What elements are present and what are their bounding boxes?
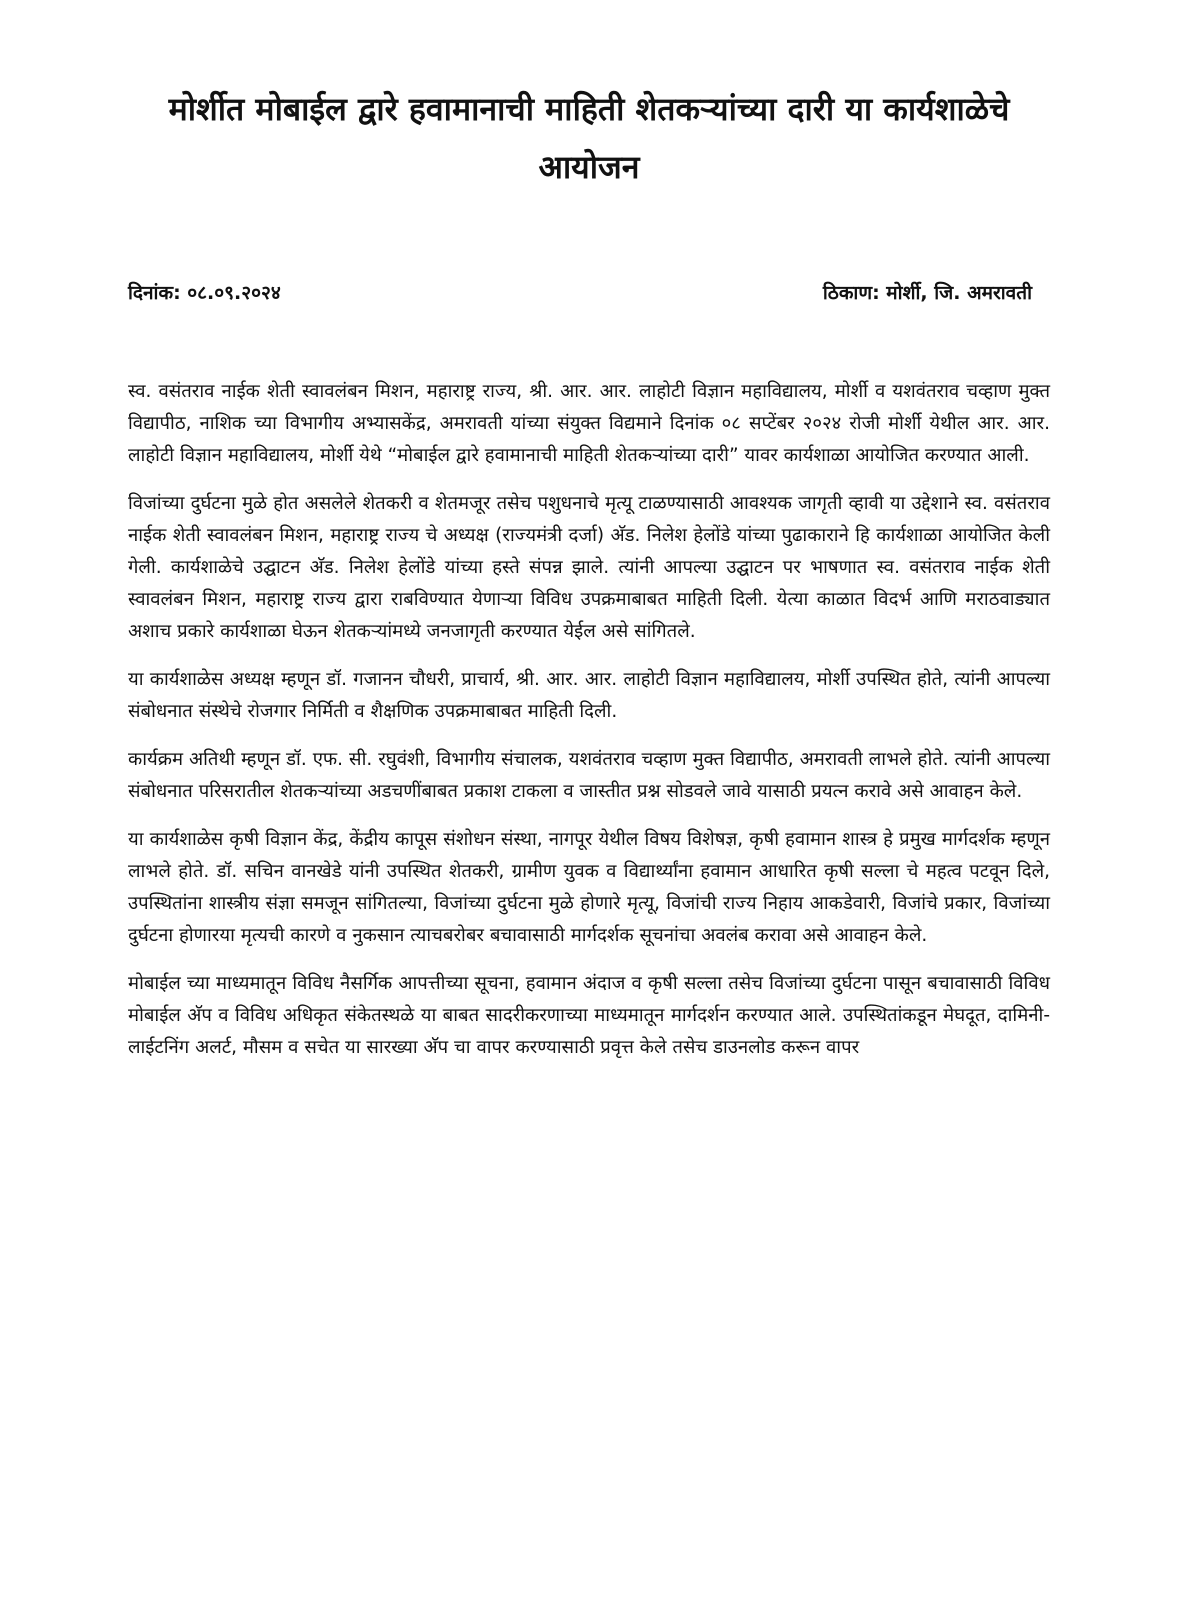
paragraph-2: विजांच्या दुर्घटना मुळे होत असलेले शेतकरी व शेतमजूर तसेच पशुधनाचे मृत्यू टाळण्यासाठी आवश्यक जागृती व्हावी या उद्देशाने स्व. वसंतराव नाईक शेती स्वावलंबन मिशन, महाराष्ट्र राज्य चे अध्यक्ष (राज्यमंत्री दर्जा) अ‍ॅड. निलेश हेलोंडे यांच्या पुढाकाराने हि कार्यशाळा आयोजित केली गेली. कार्यशाळेचे उद्घाटन अ‍ॅड. निलेश हेलोंडे यांच्या हस्ते संपन्न झाले. त्यांनी आपल्या उद्घाटन पर भाषणात स्व. वसंतराव नाईक शेती स्वावलंबन मिशन, महाराष्ट्र राज्य द्वारा राबविण्यात येणाऱ्या विविध उपक्रमाबाबत माहिती दिली. येत्या काळात विदर्भ आणि मराठवाड्यात अशाच प्रकारे कार्यशाळा घेऊन शेतकऱ्यांमध्ये जनजागृती करण्यात येईल असे सांगितले. — [128, 493, 1050, 642]
document-body — [128, 376, 1050, 1064]
document-title: मोर्शीत मोबाईल द्वारे हवामानाची माहिती शेतकऱ्यांच्या दारी या कार्यशाळेचे आयोजन — [168, 90, 1010, 186]
meta-row — [128, 278, 1050, 308]
paragraph-1: स्व. वसंतराव नाईक शेती स्वावलंबन मिशन, महाराष्ट्र राज्य, श्री. आर. आर. लाहोटी विज्ञान महाविद्यालय, मोर्शी व यशवंतराव चव्हाण मुक्त विद्यापीठ, नाशिक च्या विभागीय अभ्यासकेंद्र, अमरावती यांच्या संयुक्त विद्यमाने दिनांक ०८ सप्टेंबर २०२४ रोजी मोर्शी येथील आर. आर. लाहोटी विज्ञान महाविद्यालय, मोर्शी येथे “मोबाईल द्वारे हवामानाची माहिती शेतकऱ्यांच्या दारी” यावर कार्यशाळा आयोजित करण्यात आली. — [128, 381, 1050, 466]
paragraph-3: या कार्यशाळेस अध्यक्ष म्हणून डॉ. गजानन चौधरी, प्राचार्य, श्री. आर. आर. लाहोटी विज्ञान महाविद्यालय, मोर्शी उपस्थित होते, त्यांनी आपल्या संबोधनात संस्थेचे रोजगार निर्मिती व शैक्षणिक उपक्रमाबाबत माहिती दिली. — [128, 669, 1050, 722]
place-label: ठिकाण: मोर्शी, जि. अमरावती — [822, 282, 1032, 304]
paragraph-4: कार्यक्रम अतिथी म्हणून डॉ. एफ. सी. रघुवंशी, विभागीय संचालक, यशवंतराव चव्हाण मुक्त विद्यापीठ, अमरावती लाभले होते. त्यांनी आपल्या संबोधनात परिसरातील शेतकऱ्यांच्या अडचणींबाबत प्रकाश टाकला व जास्तीत प्रश्न सोडवले जावे यासाठी प्रयत्न करावे असे आवाहन केले. — [128, 749, 1050, 802]
date-label: दिनांक: ०८.०९.२०२४ — [128, 282, 281, 304]
paragraph-6: मोबाईल च्या माध्यमातून विविध नैसर्गिक आपत्तीच्या सूचना, हवामान अंदाज व कृषी सल्ला तसेच विजांच्या दुर्घटना पासून बचावासाठी विविध मोबाईल अ‍ॅप व विविध अधिकृत संकेतस्थळे या बाबत सादरीकरणाच्या माध्यमातून मार्गदर्शन करण्यात आले. उपस्थितांकडून मेघदूत, दामिनी- लाईटनिंग अलर्ट, मौसम व सचेत या सारख्या अ‍ॅप चा वापर करण्यासाठी प्रवृत्त केले तसेच डाउनलोड करून वापर — [128, 973, 1050, 1058]
paragraph-5: या कार्यशाळेस कृषी विज्ञान केंद्र, केंद्रीय कापूस संशोधन संस्था, नागपूर येथील विषय विशेषज्ञ, कृषी हवामान शास्त्र हे प्रमुख मार्गदर्शक म्हणून लाभले होते. डॉ. सचिन वानखेडे यांनी उपस्थित शेतकरी, ग्रामीण युवक व विद्यार्थ्यांना हवामान आधारित कृषी सल्ला चे महत्व पटवून दिले, उपस्थितांना शास्त्रीय संज्ञा समजून सांगितल्या, विजांच्या दुर्घटना मुळे होणारे मृत्यू, विजांची राज्य निहाय आकडेवारी, विजांचे प्रकार, विजांच्या दुर्घटना होणारया मृत्यची कारणे व नुकसान त्याचबरोबर बचावासाठी मार्गदर्शक सूचनांचा अवलंब करावा असे आवाहन केले. — [128, 829, 1050, 946]
